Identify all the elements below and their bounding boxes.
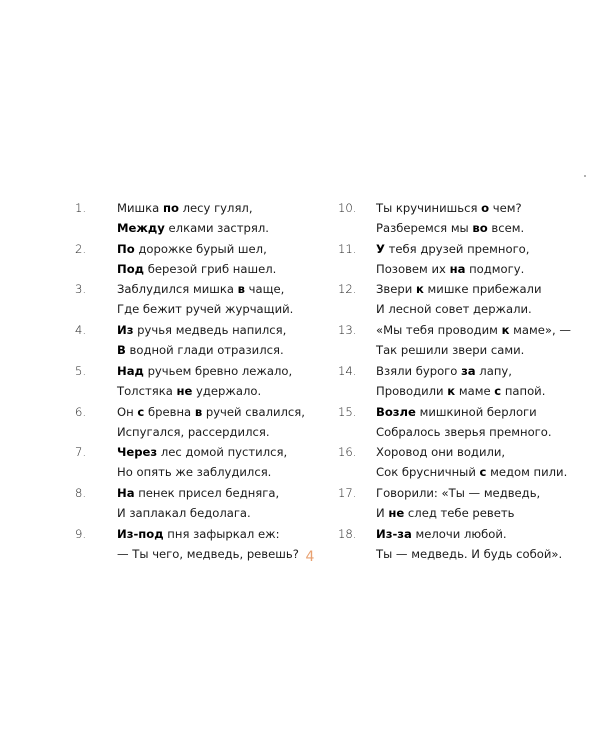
verse-text: Он [117, 404, 138, 419]
preposition-highlight: Между [117, 221, 165, 235]
verse-text: мелочи любой. [411, 526, 507, 541]
verse-line [376, 239, 529, 259]
verse-text: чем? [489, 201, 522, 215]
verse-item [0, 524, 563, 564]
verse-line [376, 381, 545, 401]
verse-text: березой гриб нашел. [144, 261, 277, 276]
preposition-highlight: на [449, 261, 466, 276]
verse-number: 15. [338, 404, 357, 419]
preposition-highlight: к [501, 323, 510, 338]
verse-text: бревна [144, 404, 195, 419]
verse-text: чаще, [244, 282, 285, 297]
verse-text: маме», — [509, 323, 571, 338]
verse-text: лесу гулял, [178, 201, 253, 215]
verse-text: Так решили звери сами. [376, 343, 525, 358]
verse-line [376, 462, 567, 482]
verse-text: Толстяка [117, 383, 177, 398]
verse-item [0, 483, 541, 523]
verse-line [376, 483, 540, 503]
preposition-highlight: к [415, 282, 424, 297]
preposition-highlight: не [176, 383, 193, 398]
verse-line [376, 361, 512, 381]
preposition-highlight: Возле [376, 404, 416, 419]
preposition-highlight: Через [117, 445, 158, 460]
verse-text: мишкиной берлоги [415, 404, 537, 419]
scan-speck [584, 175, 586, 177]
verse-line [376, 340, 524, 360]
verse-number: 10. [338, 201, 357, 215]
verse-text: Позовем их [376, 261, 450, 276]
verse-text: Взяли бурого [376, 363, 462, 378]
verse-number: 2. [75, 241, 87, 256]
verse-text: лапу, [475, 363, 512, 378]
verse-line [376, 320, 571, 340]
verse-text: медом пили. [486, 465, 568, 480]
verse-number: 11. [338, 241, 357, 256]
preposition-highlight: в [237, 282, 245, 297]
verse-number: 3. [75, 282, 87, 297]
verse-item [0, 279, 542, 319]
verse-number: 6. [75, 404, 87, 419]
verse-text: Сок брусничный [376, 465, 480, 480]
verse-text: Разберемся мы [376, 221, 473, 235]
verse-text: елками застрял. [164, 221, 269, 235]
preposition-highlight: с [479, 465, 487, 480]
preposition-highlight: с [137, 404, 145, 419]
preposition-highlight: не [388, 505, 405, 520]
verse-line [376, 299, 532, 319]
preposition-highlight: По [117, 241, 135, 256]
verse-text: Ты кручинишься [376, 201, 482, 215]
verse-text: Заблудился мишка [117, 282, 238, 297]
verse-text: Проводили [376, 383, 448, 398]
verse-text: мишке прибежали [423, 282, 542, 297]
verse-number: 8. [75, 485, 87, 500]
verse-number: 9. [75, 526, 87, 541]
preposition-highlight: по [162, 201, 179, 215]
preposition-highlight: Из-за [376, 526, 412, 541]
preposition-highlight: о [481, 201, 490, 215]
verse-text: И [376, 505, 389, 520]
verse-text: подмогу. [465, 261, 525, 276]
verse-item [0, 239, 530, 279]
verse-text: Но опять же заблудился. [117, 465, 272, 480]
preposition-highlight: за [461, 363, 476, 378]
page-number: 4 [305, 549, 315, 565]
book-page [0, 164, 600, 588]
verse-text: Хоровод они водили, [376, 445, 506, 460]
verse-line [376, 544, 562, 564]
preposition-highlight: во [472, 221, 488, 235]
preposition-highlight: Над [117, 363, 144, 378]
verse-text: — Ты чего, медведь, ревешь? [117, 546, 299, 561]
verse-text: маме [455, 383, 495, 398]
verse-text: удержало. [192, 383, 262, 398]
verse-text: ручья медведь напился, [133, 323, 287, 338]
verse-text: ручьем бревно лежало, [143, 363, 293, 378]
verse-text: Ты — медведь. И будь собой». [376, 546, 563, 561]
verse-text: дорожке бурый шел, [134, 241, 267, 256]
verse-text: ручей свалился, [202, 404, 305, 419]
preposition-highlight: Из-под [117, 526, 164, 541]
verse-number: 4. [75, 323, 87, 338]
verse-item [0, 402, 552, 442]
verse-number: 5. [75, 363, 87, 378]
verse-text: Где бежит ручей журчащий. [117, 302, 294, 317]
verse-text: тебя друзей премного, [384, 241, 530, 256]
verse-text: лес домой пустился, [157, 445, 288, 460]
verse-text: пенек присел бедняга, [134, 485, 280, 500]
verse-number: 12. [338, 282, 357, 297]
preposition-highlight: На [117, 485, 135, 500]
preposition-highlight: с [494, 383, 502, 398]
verse-line [376, 442, 505, 462]
verse-text: И лесной совет держали. [376, 302, 532, 317]
verse-line [376, 218, 524, 238]
verse-text: водной глади отразился. [125, 343, 284, 358]
verse-line [376, 259, 524, 279]
verse-number: 14. [338, 363, 357, 378]
verse-text: Звери [376, 282, 416, 297]
preposition-highlight: к [447, 383, 456, 398]
verse-text: «Мы тебя проводим [376, 323, 502, 338]
verse-text: пня зафыркал еж: [163, 526, 280, 541]
verse-number: 18. [338, 526, 357, 541]
verse-text: Говорили: «Ты — медведь, [376, 485, 541, 500]
preposition-highlight: Из [117, 323, 134, 338]
verse-number: 1. [75, 201, 87, 215]
verse-number: 17. [338, 485, 357, 500]
preposition-highlight: В [117, 343, 126, 358]
verse-text: Испугался, рассердился. [117, 424, 270, 439]
verse-line [376, 422, 552, 442]
verse-line [376, 198, 522, 218]
verse-line [376, 524, 507, 544]
verse-number: 7. [75, 445, 87, 460]
verse-text: Собралось зверья премного. [376, 424, 552, 439]
verse-text: папой. [501, 383, 546, 398]
verse-text: Мишка [117, 201, 163, 215]
verse-item [0, 361, 546, 401]
verse-number: 13. [338, 323, 357, 338]
verse-item [0, 320, 571, 360]
preposition-highlight: в [194, 404, 203, 419]
verse-text: след тебе реветь [404, 505, 515, 520]
preposition-highlight: У [376, 241, 385, 256]
verse-number: 16. [338, 445, 357, 460]
preposition-highlight: Под [117, 261, 145, 276]
verse-text: И заплакал бедолага. [117, 505, 251, 520]
verse-line [376, 279, 542, 299]
verse-item [0, 198, 525, 238]
verse-text: всем. [487, 221, 525, 235]
verse-line [376, 402, 537, 422]
verse-line [376, 503, 514, 523]
verse-item [0, 442, 568, 482]
